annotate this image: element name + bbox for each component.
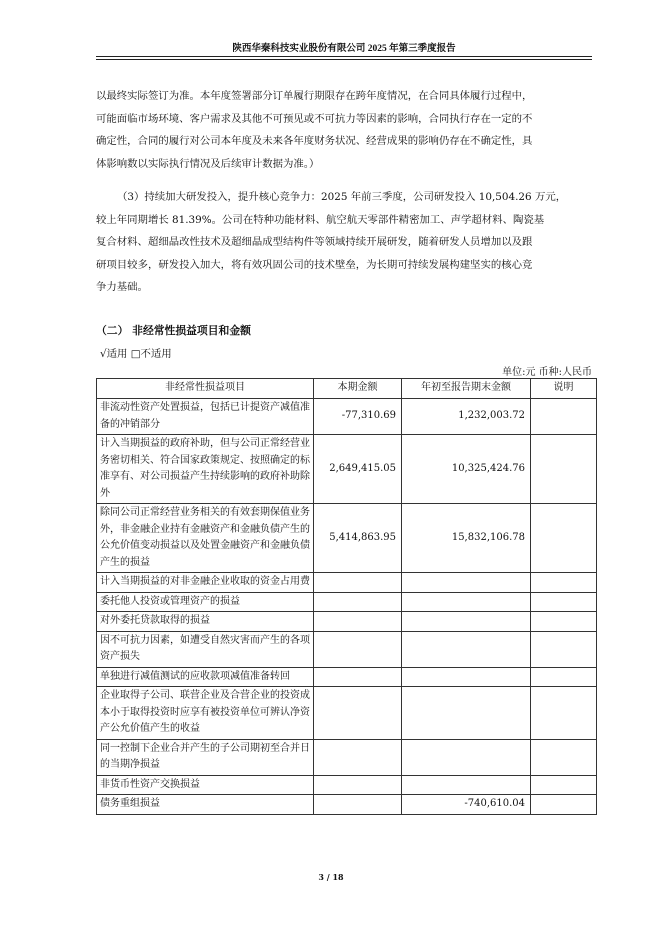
paragraph-line: 较上年同期增长 81.39%。公司在特种功能材料、航空航天零部件精密加工、声学超材料、陶瓷基: [96, 213, 545, 226]
column-header-current: 本期金额: [314, 379, 402, 399]
cell-ytd: 10,325,424.76: [402, 435, 531, 504]
table-row: [97, 592, 597, 612]
paragraph-line: 研项目较多，研发投入加大，将有效巩固公司的技术壁垒，为长期可持续发展构建坚实的核心竞: [96, 258, 533, 271]
cell-item: 单独进行减值测试的应收款项减值准备转回: [97, 667, 314, 687]
cell-note: [531, 775, 597, 795]
table-row: [97, 612, 597, 632]
cell-ytd: -740,610.04: [402, 795, 531, 815]
paragraph-line: 体影响数以实际执行情况及后续审计数据为准。）: [96, 157, 320, 170]
cell-current: [314, 687, 402, 740]
cell-current: 5,414,863.95: [314, 504, 402, 573]
cell-item: 企业取得子公司、联营企业及合营企业的投资成本小于取得投资时应享有被投资单位可辨认净资产公允价值产生的收益: [97, 687, 314, 740]
cell-ytd: [402, 573, 531, 593]
cell-item: 非流动性资产处置损益，包括已计提资产减值准备的冲销部分: [97, 399, 314, 435]
cell-current: [314, 592, 402, 612]
table-row: [97, 399, 597, 435]
cell-note: [531, 687, 597, 740]
cell-current: [314, 612, 402, 632]
cell-current: [314, 631, 402, 667]
page-header: 陕西华秦科技实业股份有限公司 2025 年第三季度报告: [232, 44, 456, 54]
table-row: [97, 667, 597, 687]
table-row: [97, 775, 597, 795]
cell-current: [314, 775, 402, 795]
cell-note: [531, 667, 597, 687]
cell-note: [531, 399, 597, 435]
paragraph-rd-investment: [96, 186, 592, 299]
currency-units: 单位:元 币种:人民币: [502, 367, 592, 378]
cell-note: [531, 631, 597, 667]
paragraph-line: 复合材料、超细晶改性技术及超细晶成型结构件等领域持续开展研发，随着研发人员增加以及跟: [96, 236, 533, 249]
cell-note: [531, 592, 597, 612]
cell-note: [531, 435, 597, 504]
column-header-item: 非经常性损益项目: [97, 379, 314, 399]
paragraph-line: （3）持续加大研发投入，提升核心竞争力：2025 年前三季度，公司研发投入 10,504.26 万元，: [117, 191, 567, 203]
cell-current: 2,649,415.05: [314, 435, 402, 504]
table-row: [97, 631, 597, 667]
section-title: （二） 非经常性损益项目和金额: [96, 324, 251, 337]
cell-current: -77,310.69: [314, 399, 402, 435]
cell-ytd: 1,232,003.72: [402, 399, 531, 435]
table-row: [97, 795, 597, 815]
paragraph-line: 以最终实际签订为准。本年度签署部分订单履行期限存在跨年度情况，在合同具体履行过程中，: [96, 90, 533, 102]
non-recurring-gains-table: [96, 378, 597, 815]
cell-current: [314, 573, 402, 593]
cell-note: [531, 504, 597, 573]
cell-note: [531, 573, 597, 593]
cell-ytd: [402, 775, 531, 795]
cell-note: [531, 739, 597, 775]
cell-item: 委托他人投资或管理资产的损益: [97, 592, 314, 612]
cell-note: [531, 795, 597, 815]
cell-ytd: [402, 631, 531, 667]
paragraph-contract-note: [96, 85, 592, 175]
cell-item: 因不可抗力因素，如遭受自然灾害而产生的各项资产损失: [97, 631, 314, 667]
table-row: [97, 739, 597, 775]
cell-current: [314, 795, 402, 815]
cell-ytd: 15,832,106.78: [402, 504, 531, 573]
cell-ytd: [402, 739, 531, 775]
cell-ytd: [402, 612, 531, 632]
table-row: [97, 573, 597, 593]
cell-item: 对外委托贷款取得的损益: [97, 612, 314, 632]
column-header-ytd: 年初至报告期末金额: [402, 379, 531, 399]
table-row: [97, 504, 597, 573]
cell-current: [314, 667, 402, 687]
cell-item: 计入当期损益的对非金融企业收取的资金占用费: [97, 573, 314, 593]
cell-note: [531, 612, 597, 632]
cell-item: 除同公司正常经营业务相关的有效套期保值业务外，非金融企业持有金融资产和金融负债产生的公允价值变动损益以及处置金融资产和金融负债产生的损益: [97, 504, 314, 573]
cell-ytd: [402, 687, 531, 740]
table-row: [97, 687, 597, 740]
paragraph-line: 确定性，合同的履行对公司本年度及未来各年度财务状况、经营成果的影响仍存在不确定性，具: [96, 135, 533, 148]
paragraph-line: 争力基础。: [96, 281, 148, 294]
column-header-note: 说明: [531, 379, 597, 399]
paragraph-line: 可能面临市场环境、客户需求及其他不可预见或不可抗力等因素的影响，合同执行存在一定的不: [96, 112, 533, 125]
cell-item: 计入当期损益的政府补助，但与公司正常经营业务密切相关、符合国家政策规定、按照确定的标准享有、对公司损益产生持续影响的政府补助除外: [97, 435, 314, 504]
table-row: [97, 435, 597, 504]
cell-ytd: [402, 667, 531, 687]
cell-item: 非货币性资产交换损益: [97, 775, 314, 795]
applicable-checkbox-text: √适用 □不适用: [100, 348, 172, 360]
header-rule: [96, 56, 592, 60]
cell-item: 同一控制下企业合并产生的子公司期初至合并日的当期净损益: [97, 739, 314, 775]
cell-current: [314, 739, 402, 775]
cell-ytd: [402, 592, 531, 612]
table-header-row: [97, 379, 597, 399]
page-number: 3 / 18: [318, 872, 344, 882]
cell-item: 债务重组损益: [97, 795, 314, 815]
